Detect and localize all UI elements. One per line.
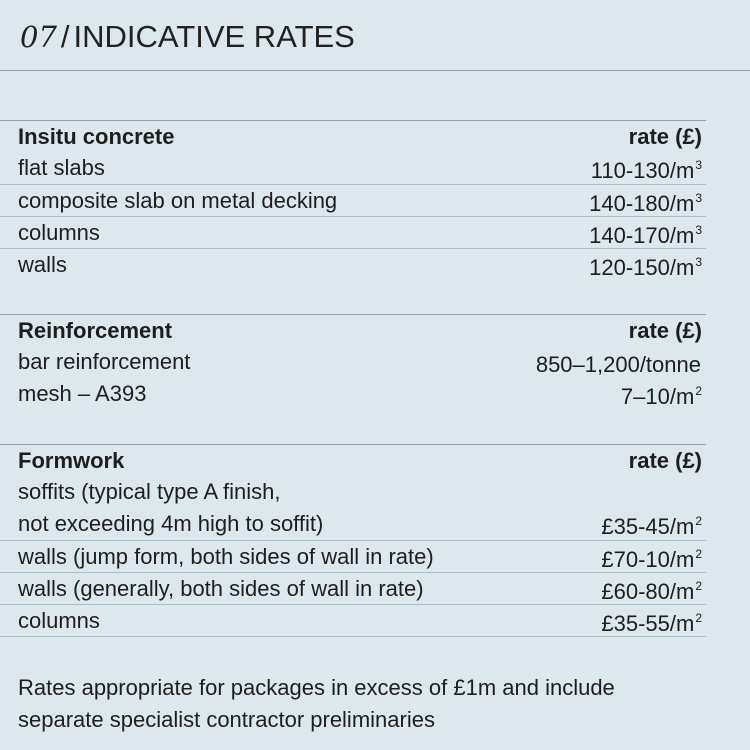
section-heading: Formwork <box>18 447 125 473</box>
table-row <box>0 216 706 248</box>
item-rate: $£70-10/m^2$ <box>601 546 702 572</box>
table-bottom-rule <box>0 636 706 638</box>
item-label: soffits (typical type A finish, <box>18 479 281 504</box>
section-title: INDICATIVE RATES <box>73 19 355 54</box>
table-row <box>0 378 706 410</box>
table-row <box>0 508 706 540</box>
item-label: walls <box>18 251 67 277</box>
item-label: walls (generally, both sides of wall in rate) <box>18 575 424 601</box>
item-label: flat slabs <box>18 155 105 180</box>
table-header-row <box>0 120 706 152</box>
table-row <box>0 152 706 184</box>
reinforcement-table <box>0 314 706 410</box>
rate-heading: rate (£) <box>628 317 702 343</box>
item-rate: $7-10/m^2$ <box>620 384 702 409</box>
table-row <box>0 346 706 378</box>
item-rate: $140-170/m^3$ <box>589 222 702 248</box>
unit-power: 3 <box>695 254 702 269</box>
item-rate: $£60-80/m^2$ <box>601 578 702 604</box>
item-rate: $£35-45/m^2$ <box>601 514 702 539</box>
unit-power: 2 <box>695 546 702 561</box>
footnote <box>18 672 718 736</box>
item-label: columns <box>18 607 100 633</box>
item-label: not exceeding 4m high to soffit) <box>18 511 324 536</box>
item-rate: $£35-55/m^2$ <box>601 610 702 636</box>
item-rate: $120-150/m^3$ <box>589 254 702 280</box>
item-label: composite slab on metal decking <box>18 187 338 213</box>
unit-power: 3 <box>695 158 702 172</box>
table-row <box>0 476 706 508</box>
rate-heading: rate (£) <box>628 123 702 149</box>
unit-power: 2 <box>695 610 702 625</box>
table-row <box>0 248 706 280</box>
unit-power: 3 <box>695 190 702 205</box>
insitu-concrete-table <box>0 120 706 280</box>
item-rate: 850–1,200/tonne <box>535 352 701 377</box>
item-rate: $140-180/m^3$ <box>589 190 702 216</box>
title-separator: / <box>60 19 70 54</box>
item-label: walls (jump form, both sides of wall in rate) <box>18 543 434 569</box>
unit-power: 2 <box>695 384 702 398</box>
section-heading: Reinforcement <box>18 317 173 343</box>
item-label: columns <box>18 219 100 245</box>
footnote-line-1: Rates appropriate for packages in excess of £1m and include <box>18 675 615 700</box>
section-number: 07 <box>20 20 57 54</box>
item-rate <box>701 474 702 510</box>
formwork-table <box>0 444 706 638</box>
unit-power: 3 <box>695 222 702 237</box>
page-title <box>20 17 355 57</box>
item-label: bar reinforcement <box>18 349 191 374</box>
table-header-row <box>0 314 706 346</box>
table-header-row <box>0 444 706 476</box>
section-heading: Insitu concrete <box>18 123 175 149</box>
table-row <box>0 604 706 636</box>
table-row <box>0 572 706 604</box>
table-row <box>0 540 706 572</box>
footnote-line-2: separate specialist contractor preliminaries <box>18 707 435 732</box>
header-divider <box>0 70 750 71</box>
unit-power: 2 <box>695 514 702 528</box>
table-row <box>0 184 706 216</box>
unit-power: 2 <box>695 578 702 593</box>
item-label: mesh – A393 <box>18 381 147 406</box>
item-rate: $110-130/m^3$ <box>590 158 702 183</box>
rate-heading: rate (£) <box>628 447 702 473</box>
